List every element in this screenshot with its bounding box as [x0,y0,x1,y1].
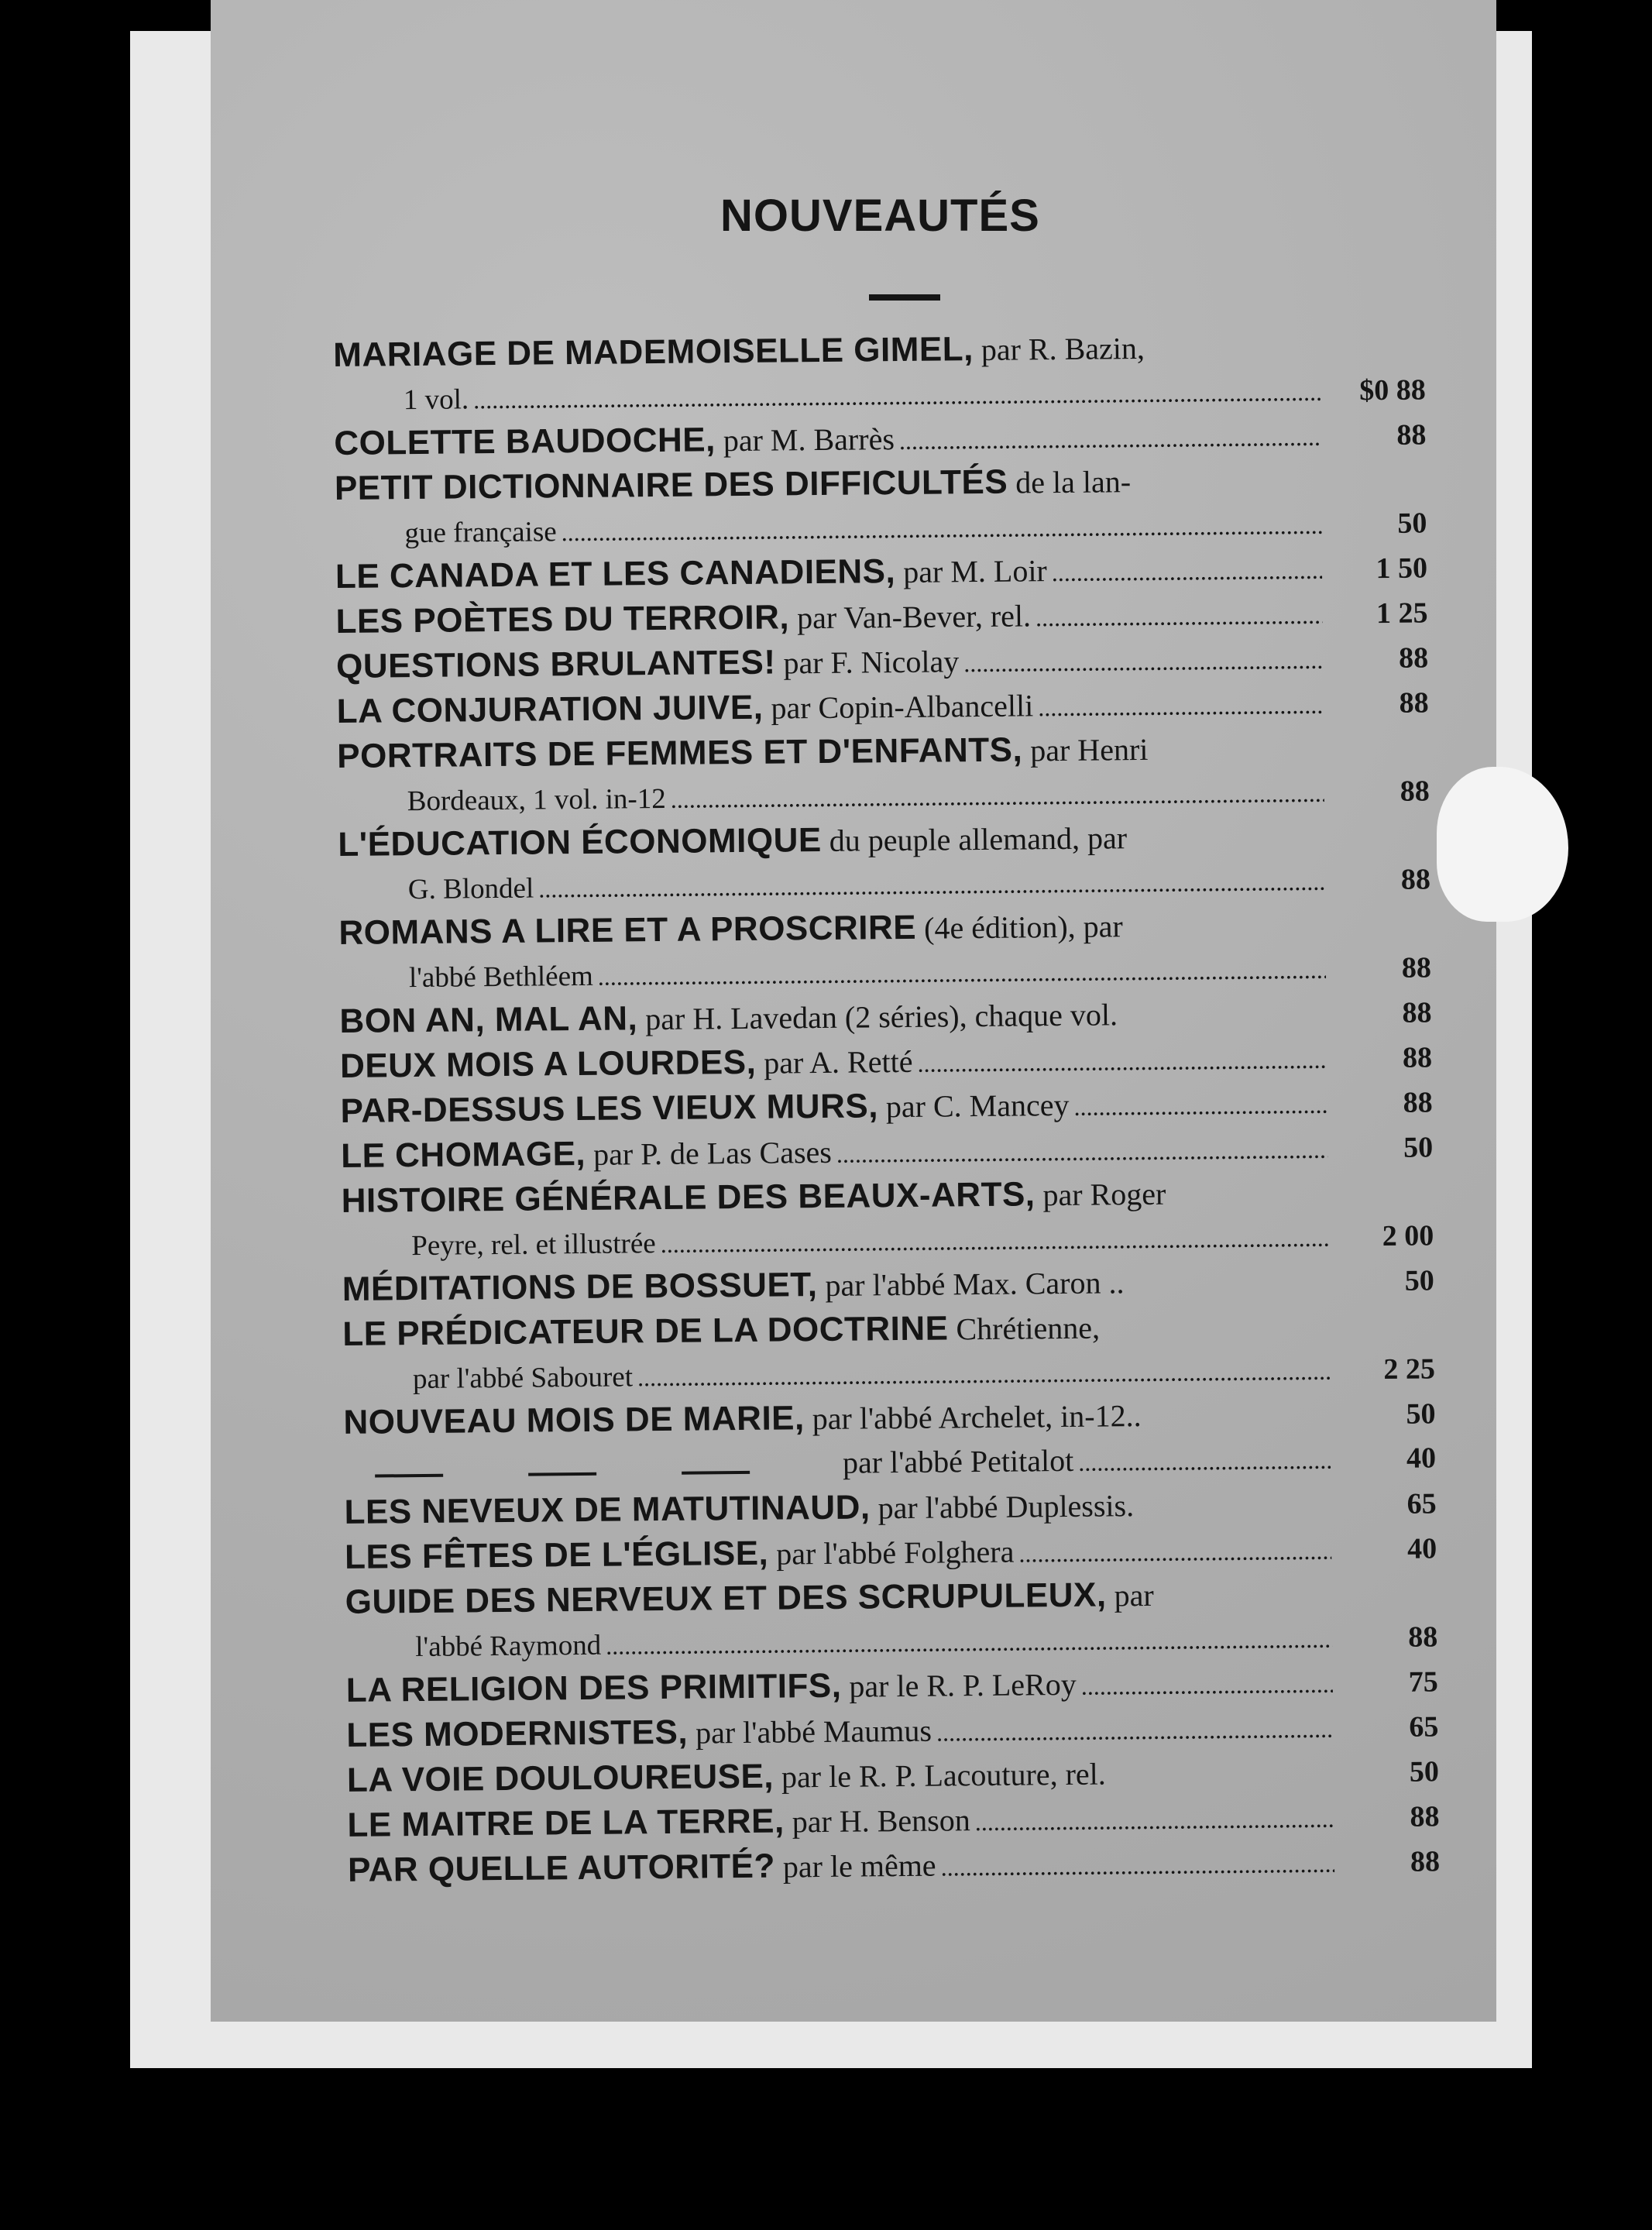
book-author: par H. Benson [792,1802,970,1840]
book-author: par Roger [1042,1176,1166,1213]
book-title: LES MODERNISTES, [346,1713,689,1754]
book-price: 2 00 [1382,1219,1434,1253]
book-title: NOUVEAU MOIS DE MARIE, [343,1399,805,1441]
book-details: Bordeaux, 1 vol. in-12 [407,782,666,818]
spacer [1127,845,1430,848]
book-details: gue française [404,516,557,550]
book-entry [337,723,1430,823]
book-details: 1 vol. [403,383,469,417]
book-price: 40 [1406,1441,1437,1475]
book-details: l'abbé Bethléem [408,960,594,995]
book-price: 75 [1408,1665,1438,1699]
book-author: par le R. P. Lacouture, rel. [781,1756,1106,1795]
title-rule [869,294,940,301]
book-title: PORTRAITS DE FEMMES ET D'ENFANTS, [337,730,1023,775]
book-details: par l'abbé Sabouret [412,1361,634,1396]
book-author: par [1114,1577,1154,1613]
book-title: COLETTE BAUDOCHE, [334,421,716,462]
book-title: BON AN, MAL AN, [339,999,638,1040]
book-price: 88 [1402,1041,1433,1074]
book-author: Chrétienne, [956,1310,1101,1347]
book-author: (4e édition), par [923,909,1123,946]
book-title: MÉDITATIONS DE BOSSUET, [342,1266,818,1308]
spacer [1145,356,1425,358]
book-author: par F. Nicolay [783,644,960,681]
leader-dots [1036,593,1323,641]
spacer [1100,1335,1434,1338]
book-author: de la lan- [1015,464,1132,500]
book-author: par P. de Las Cases [592,1134,833,1172]
leader-dots [899,414,1321,463]
book-price: 88 [1410,1800,1440,1833]
book-author: par Henri [1030,731,1149,768]
spacer [1149,757,1430,759]
book-title: MARIAGE DE MADEMOISELLE GIMEL, [333,330,974,374]
book-author: par le R. P. LeRoy [849,1666,1077,1704]
spacer [1166,1201,1433,1204]
book-price: 88 [1400,775,1430,808]
book-author: par R. Bazin, [981,330,1145,367]
book-price: 88 [1400,863,1431,896]
leader-dots [974,1796,1334,1844]
leader-dots [1051,548,1322,595]
book-author: par M. Loir [903,553,1047,589]
book-author: par l'abbé Archelet, in-12.. [812,1398,1142,1437]
leader-dots [1078,1438,1331,1485]
leader-dots [1073,1082,1327,1129]
leader-dots [836,1127,1328,1177]
book-author: par Copin-Albancelli [771,688,1034,726]
book-author: par l'abbé Max. Caron .. [825,1265,1125,1303]
book-author: par le même [782,1847,936,1885]
book-details: l'abbé Raymond [415,1629,602,1664]
book-price: 88 [1401,951,1432,984]
leader-dots [940,1841,1334,1890]
leader-dots [1018,1528,1331,1576]
book-price: 88 [1398,641,1429,675]
book-title: HISTOIRE GÉNÉRALE DES BEAUX-ARTS, [341,1175,1036,1220]
book-title: DEUX MOIS A LOURDES, [339,1043,757,1085]
book-list [333,322,1440,1892]
leader-dots [1080,1661,1333,1709]
book-price: 88 [1402,996,1432,1029]
book-entry [341,1168,1434,1267]
book-author: par C. Mancey [885,1087,1070,1125]
ditto-dash [528,1472,596,1476]
book-title: LE PRÉDICATEUR DE LA DOCTRINE [342,1309,949,1353]
book-title: PETIT DICTIONNAIRE DES DIFFICULTÉS [334,462,1008,507]
book-title: LA CONJURATION JUIVE, [336,688,764,730]
leader-dots [963,637,1323,685]
spacer [1154,1603,1437,1606]
book-author: par Van-Bever, rel. [796,598,1032,636]
book-price: 1 50 [1376,551,1428,586]
book-title: LE CANADA ET LES CANADIENS, [335,552,896,596]
book-author: par l'abbé Petitalot [842,1442,1074,1480]
book-title: PAR-DESSUS LES VIEUX MURS, [340,1087,879,1130]
book-entry [345,1569,1437,1668]
book-title: LES NEVEUX DE MATUTINAUD, [344,1488,871,1531]
leader-dots [917,1037,1327,1086]
book-price: 50 [1403,1131,1434,1164]
book-author: par l'abbé Duplessis. [878,1488,1135,1526]
book-title: ROMANS A LIRE ET A PROSCRIRE [338,908,917,952]
book-author: du peuple allemand, par [829,820,1128,858]
book-author: par l'abbé Folghera [776,1534,1015,1572]
book-title: LA VOIE DOULOUREUSE, [346,1757,774,1799]
book-title: QUESTIONS BRULANTES! [335,643,776,685]
entry-line [348,1837,1440,1893]
book-price: 88 [1399,686,1429,720]
book-author: par M. Barrès [723,421,895,459]
book-price: 88 [1396,418,1427,452]
book-entry [333,322,1426,421]
book-price: 65 [1406,1487,1437,1520]
spacer [1131,489,1427,492]
book-title: GUIDE DES NERVEUX ET DES SCRUPULEUX, [345,1575,1107,1621]
book-price: 40 [1406,1532,1437,1565]
book-title: LE CHOMAGE, [340,1134,586,1175]
book-entry [338,812,1430,911]
leader-dots [936,1706,1334,1755]
book-details: Peyre, rel. et illustrée [411,1228,656,1263]
page-title: NOUVEAUTÉS [720,191,1040,241]
book-author: par l'abbé Maumus [695,1713,932,1751]
book-entry [335,455,1427,555]
book-entry [348,1837,1440,1893]
book-entry [342,1301,1435,1400]
book-entry [338,900,1431,999]
book-author: par A. Retté [764,1043,913,1081]
book-price: 50 [1397,507,1427,540]
spacer [1123,933,1431,936]
book-price: 88 [1410,1845,1441,1878]
book-title: LES POÈTES DU TERROIR, [335,598,790,641]
book-price: 1 25 [1376,596,1428,631]
book-title: LES FÊTES DE L'ÉGLISE, [344,1534,769,1576]
book-title: L'ÉDUCATION ÉCONOMIQUE [338,820,822,864]
page-stain [1437,767,1568,922]
book-title: PAR QUELLE AUTORITÉ? [347,1847,776,1889]
book-price: 88 [1408,1620,1438,1654]
book-price: $0 88 [1359,373,1426,407]
book-details: G. Blondel [407,872,534,906]
book-price: 2 25 [1383,1352,1436,1386]
book-price: 50 [1406,1397,1436,1431]
ditto-dash [375,1474,443,1478]
book-price: 88 [1403,1086,1433,1119]
ditto-dash [682,1471,750,1475]
book-title: LA RELIGION DES PRIMITIFS, [345,1666,842,1709]
book-price: 50 [1409,1755,1440,1788]
leader-dots [1038,682,1324,730]
book-title: LE MAITRE DE LA TERRE, [347,1802,785,1844]
book-price: 50 [1404,1264,1435,1297]
book-price: 65 [1409,1710,1439,1744]
book-author: par H. Lavedan (2 séries), chaque vol. [645,997,1118,1037]
